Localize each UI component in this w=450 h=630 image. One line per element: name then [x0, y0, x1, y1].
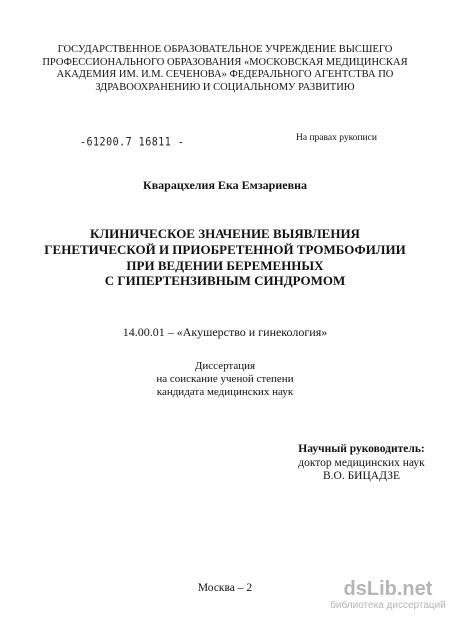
institution-header [0, 44, 450, 94]
institution-line: ЗДРАВООХРАНЕНИЮ И СОЦИАЛЬНОМУ РАЗВИТИЮ [95, 81, 355, 93]
dissertation-degree [0, 360, 450, 400]
supervisor-degree: доктор медицинских наук [298, 456, 425, 469]
manuscript-rights-note: На правах рукописи [296, 133, 377, 143]
institution-line: ПРОФЕССИОНАЛЬНОГО ОБРАЗОВАНИЯ «МОСКОВСКАЯ МЕДИЦИНСКАЯ [42, 56, 408, 68]
degree-line: Диссертация [194, 360, 256, 372]
archive-stamp: -61200.7 16811 - [80, 136, 185, 149]
title-line: КЛИНИЧЕСКОЕ ЗНАЧЕНИЕ ВЫЯВЛЕНИЯ [90, 226, 360, 241]
supervisor-heading: Научный руководитель: [298, 443, 425, 455]
degree-line: кандидата медицинских наук [156, 386, 294, 399]
title-line: С ГИПЕРТЕНЗИВНЫМ СИНДРОМОМ [104, 273, 346, 289]
supervisor-block [284, 443, 439, 484]
dissertation-title [0, 226, 450, 289]
watermark-brand: dsLib.net [343, 578, 433, 600]
specialty-code: 14.00.01 – «Акушерство и гинекология» [122, 325, 328, 339]
title-line: ПРИ ВЕДЕНИИ БЕРЕМЕННЫХ [126, 257, 324, 273]
institution-line: АКАДЕМИЯ ИМ. И.М. СЕЧЕНОВА» ФЕДЕРАЛЬНОГО АГЕНТСТВА ПО [56, 69, 394, 81]
title-line: ГЕНЕТИЧЕСКОЙ И ПРИОБРЕТЕННОЙ ТРОМБОФИЛИИ [44, 241, 406, 257]
institution-line: ГОСУДАРСТВЕННОЕ ОБРАЗОВАТЕЛЬНОЕ УЧРЕЖДЕНИЕ ВЫСШЕГО [57, 44, 393, 55]
degree-line: на соискание ученой степени [156, 373, 294, 386]
city-year: Москва – 2 [197, 582, 253, 594]
author-name: Кварацхелия Ека Емзариевна [143, 178, 307, 192]
watermark-subtitle: библиотека диссертаций [330, 600, 446, 611]
watermark[interactable] [330, 578, 446, 612]
supervisor-name: В.О. БИЦАДЗЕ [322, 470, 401, 482]
